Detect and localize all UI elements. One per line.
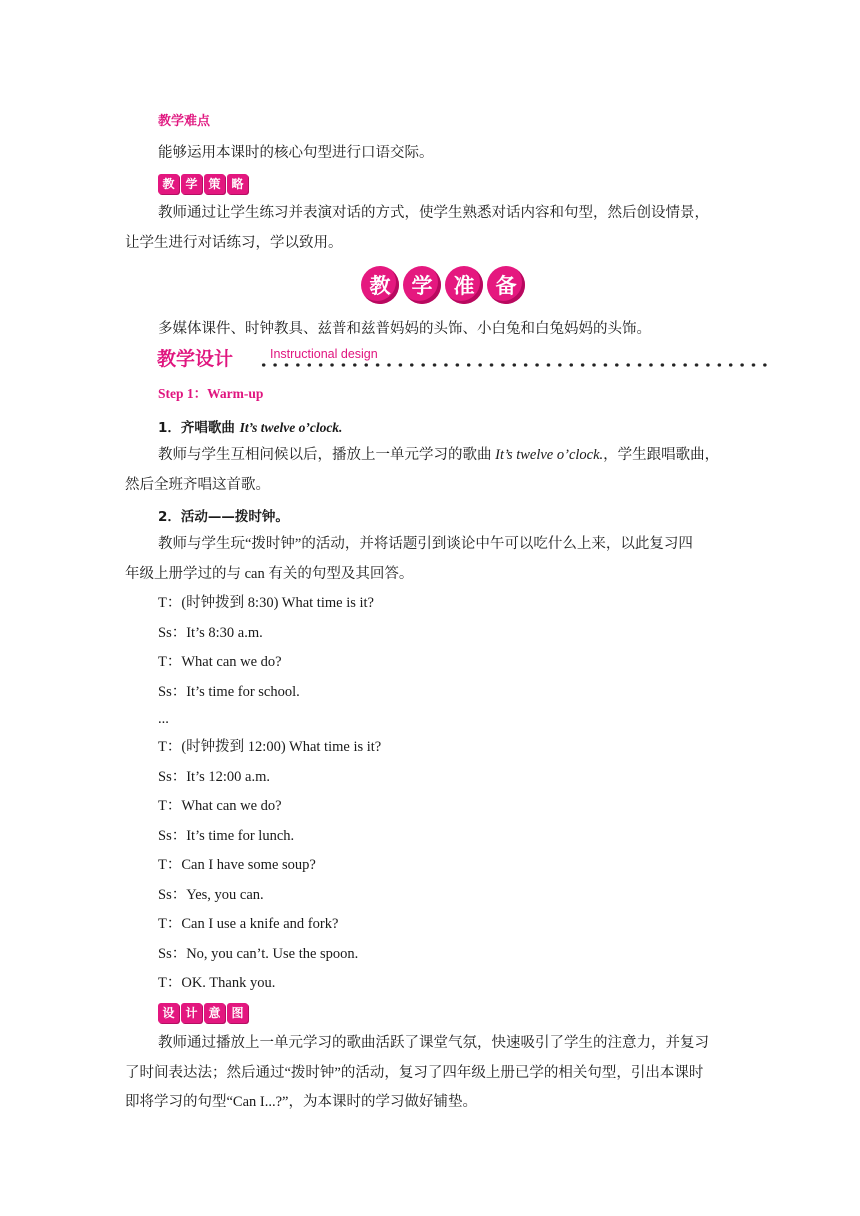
dialogue-line: Ss：It’s time for lunch. [158,828,295,844]
strategy-tag-char: 教 [158,174,179,194]
difficulty-text: 能够运用本课时的核心句型进行口语交际。 [158,145,434,161]
design-subtitle: Instructional design [270,347,378,361]
intent-line-2: 了时间表达法；然后通过“拨时钟”的活动，复习了四年级上册已学的相关句型，引出本课时 [125,1065,704,1081]
intent-tag-char: 意 [204,1003,225,1023]
item2-heading: 2．活动——拨时钟。 [158,509,289,525]
intent-tag [158,1003,248,1023]
preparation-banner-char: 备 [487,266,525,304]
preparation-banner-char: 学 [403,266,441,304]
difficulty-heading: 教学难点 [158,114,211,129]
dialogue-line: ... [158,711,169,727]
strategy-line-2: 让学生进行对话练习，学以致用。 [125,235,343,251]
intent-tag-char: 设 [158,1003,179,1023]
dialogue-line: Ss：It’s 8:30 a.m. [158,625,263,641]
dialogue-line: T：(时钟拨到 12:00) What time is it? [158,739,382,755]
dialogue-line: Ss：It’s time for school. [158,684,300,700]
item1-line-1 [158,445,719,465]
dialogue-line: T：What can we do? [158,798,282,814]
intent-line-1: 教师通过播放上一单元学习的歌曲活跃了课堂气氛，快速吸引了学生的注意力，并复习 [158,1035,709,1051]
strategy-tag-char: 策 [204,174,225,194]
dialogue-line: T：Can I use a knife and fork? [158,916,339,932]
design-dotted-divider [258,362,768,368]
preparation-banner-char: 教 [361,266,399,304]
item2-line-1: 教师与学生玩“拨时钟”的活动，并将话题引到谈论中午可以吃什么上来，以此复习四 [158,536,693,552]
preparation-text: 多媒体课件、时钟教具、兹普和兹普妈妈的头饰、小白兔和白兔妈妈的头饰。 [158,321,651,337]
item1-line-1-song: It’s twelve o’clock. [495,447,604,463]
item1-line-2: 然后全班齐唱这首歌。 [125,477,270,493]
dialogue-line: T：(时钟拨到 8:30) What time is it? [158,595,374,611]
preparation-banner-char: 准 [445,266,483,304]
strategy-tag-char: 学 [181,174,202,194]
item2-line-2: 年级上册学过的与 can 有关的句型及其回答。 [125,566,414,582]
dialogue-line: T：What can we do? [158,654,282,670]
item1-line-1-b: ，学生跟唱歌曲， [603,447,720,463]
dialogue-line: Ss：No, you can’t. Use the spoon. [158,946,359,962]
intent-line-3: 即将学习的句型“Can I...?”，为本课时的学习做好铺垫。 [125,1094,477,1110]
strategy-tag [158,174,248,194]
dialogue-line: Ss：Yes, you can. [158,887,264,903]
dialogue-line: T：OK. Thank you. [158,975,276,991]
item1-heading-prefix: 1．齐唱歌曲 [158,420,240,436]
design-title: 教学设计 [157,348,234,370]
item1-song-title: It’s twelve o’clock. [239,420,343,435]
intent-tag-char: 计 [181,1003,202,1023]
item1-heading [158,416,342,436]
item1-line-1-a: 教师与学生互相问候以后，播放上一单元学习的歌曲 [158,447,496,463]
strategy-line-1: 教师通过让学生练习并表演对话的方式，使学生熟悉对话内容和句型，然后创设情景， [158,205,709,221]
intent-tag-char: 图 [227,1003,248,1023]
dialogue-line: Ss：It’s 12:00 a.m. [158,769,270,785]
strategy-tag-char: 略 [227,174,248,194]
preparation-banner [361,266,525,304]
step1-title: Step 1：Warm-up [158,386,264,401]
dialogue-line: T：Can I have some soup? [158,857,316,873]
